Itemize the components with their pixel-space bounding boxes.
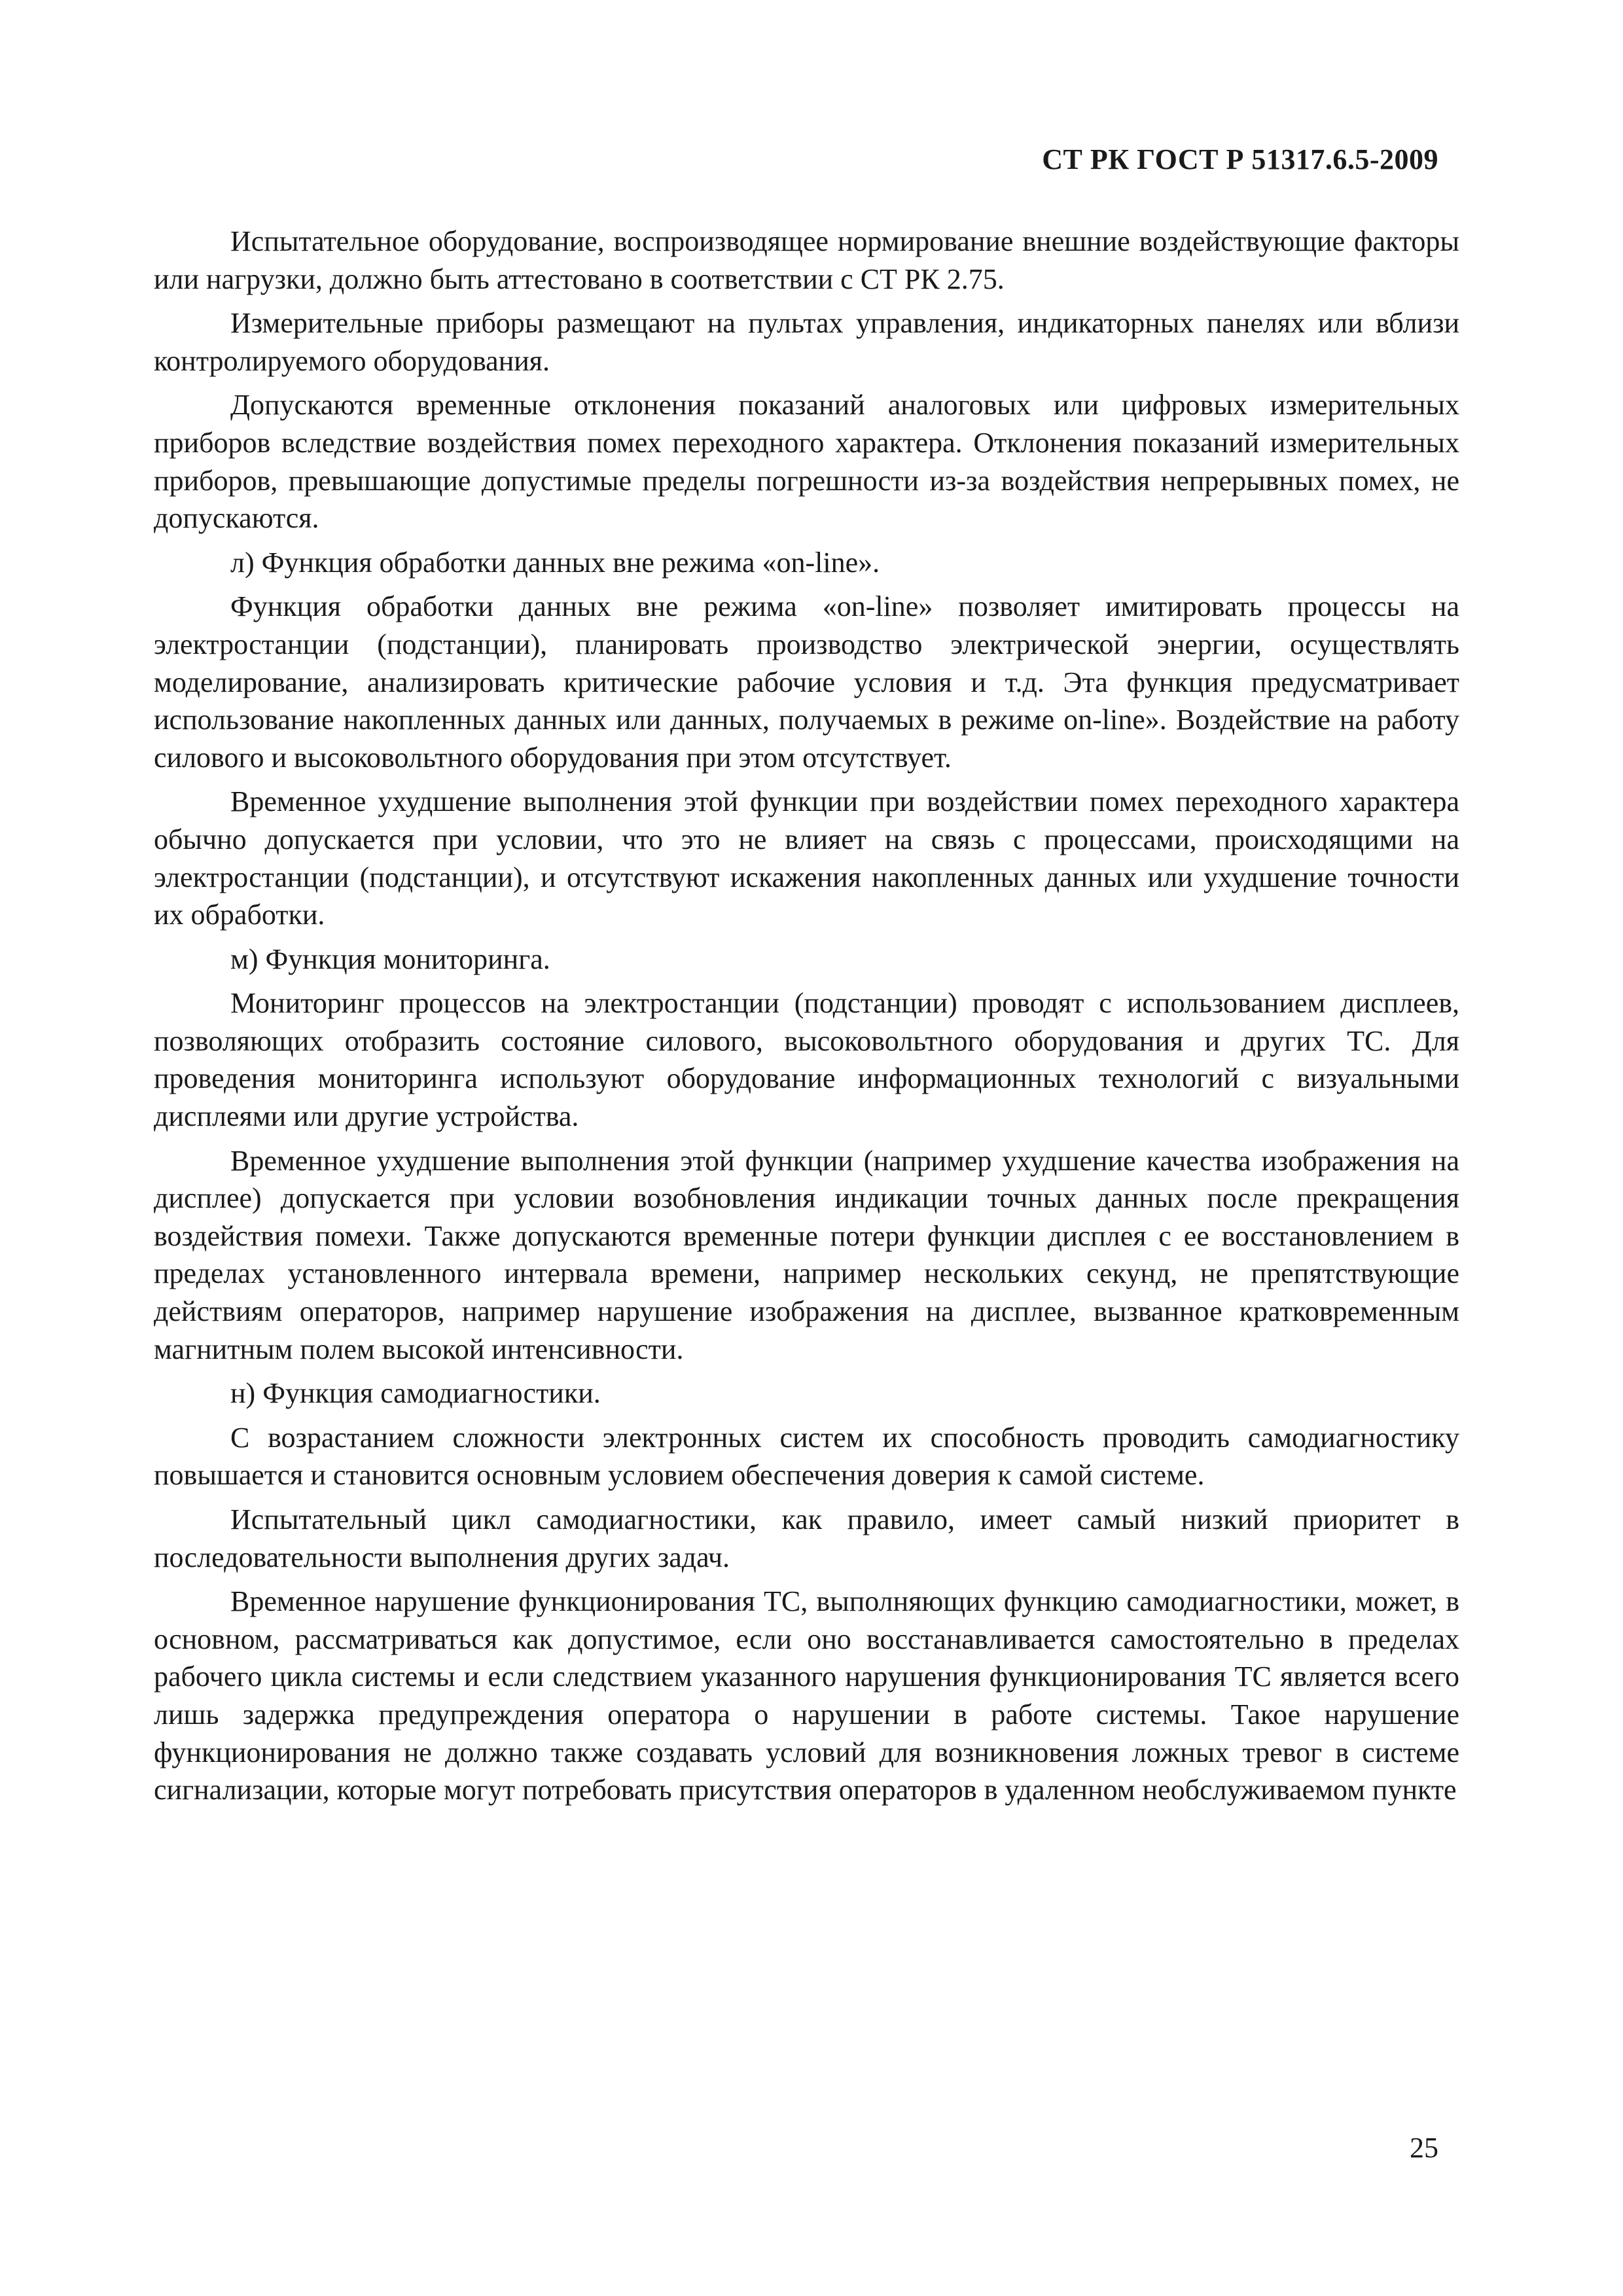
document-body xyxy=(154,223,1459,1809)
page-number: 25 xyxy=(1410,2132,1438,2164)
paragraph-self-diagnostics-complexity: С возрастанием сложности электронных систем их способность проводить самодиагностику повышается и становится основным условием обеспечения доверия к самой системе. xyxy=(154,1421,1459,1492)
page-header-standard-code: СТ РК ГОСТ Р 51317.6.5-2009 xyxy=(1042,143,1438,175)
paragraph-measuring-devices: Измерительные приборы размещают на пультах управления, индикаторных панелях или вблизи контролируемого оборудования. xyxy=(154,307,1459,377)
section-heading-monitoring: м) Функция мониторинга. xyxy=(230,942,550,975)
paragraph-monitoring-function: Мониторинг процессов на электростанции (подстанции) проводят с использованием дисплеев, позволяющих отобразить состояние силового, высоковольтного оборудования и других ТС. Для проведения мониторинга используют оборудование информационных технологий с визуальными дисплеями или другие устройства. xyxy=(154,987,1459,1133)
paragraph-offline-function: Функция обработки данных вне режима «on-line» позволяет имитировать процессы на электростанции (подстанции), планировать производство электрической энергии, осуществлять моделирование, анализировать критические рабочие условия и т.д. Эта функция предусматривает использование накопленных данных или данных, получаемых в режиме on-line». Воздействие на работу силового и высоковольтного оборудования при этом отсутствует. xyxy=(154,590,1459,774)
paragraph-self-diagnostics-priority: Испытательный цикл самодиагностики, как правило, имеет самый низкий приоритет в последовательности выполнения других задач. xyxy=(154,1503,1459,1573)
section-heading-self-diagnostics: н) Функция самодиагностики. xyxy=(230,1377,601,1410)
paragraph-test-equipment: Испытательное оборудование, воспроизводящее нормирование внешние воздействующие факторы или нагрузки, должно быть аттестовано в соответствии с СТ РК 2.75. xyxy=(154,225,1459,295)
section-heading-offline-processing: л) Функция обработки данных вне режима «on-line». xyxy=(230,546,880,579)
paragraph-monitoring-degradation: Временное ухудшение выполнения этой функции (например ухудшение качества изображения на дисплее) допускается при условии возобновления индикации точных данных после прекращения воздействия помехи. Также допускаются временные потери функции дисплея с ее восстановлением в пределах установленного интервала времени, например нескольких секунд, не препятствующие действиям операторов, например нарушение изображения на дисплее, вызванное кратковременным магнитным полем высокой интенсивности. xyxy=(154,1144,1459,1365)
paragraph-offline-degradation: Временное ухудшение выполнения этой функции при воздействии помех переходного характера обычно допускается при условии, что это не влияет на связь с процессами, происходящими на электростанции (подстанции), и отсутствуют искажения накопленных данных или ухудшение точности их обработки. xyxy=(154,785,1459,931)
paragraph-self-diagnostics-disruption: Временное нарушение функционирования ТС, выполняющих функцию самодиагностики, может, в основном, рассматриваться как допустимое, если оно восстанавливается самостоятельно в пределах рабочего цикла системы и если следствием указанного нарушения функционирования ТС является всего лишь задержка предупреждения оператора о нарушении в работе системы. Такое нарушение функционирования не должно также создавать условий для возникновения ложных тревог в системе сигнализации, которые могут потребовать присутствия операторов в удаленном необслуживаемом пункте xyxy=(154,1585,1459,1806)
paragraph-temporary-deviations: Допускаются временные отклонения показаний аналоговых или цифровых измерительных приборов вследствие воздействия помех переходного характера. Отклонения показаний измерительных приборов, превышающие допустимые пределы погрешности из-за воздействия непрерывных помех, не допускаются. xyxy=(154,389,1459,535)
